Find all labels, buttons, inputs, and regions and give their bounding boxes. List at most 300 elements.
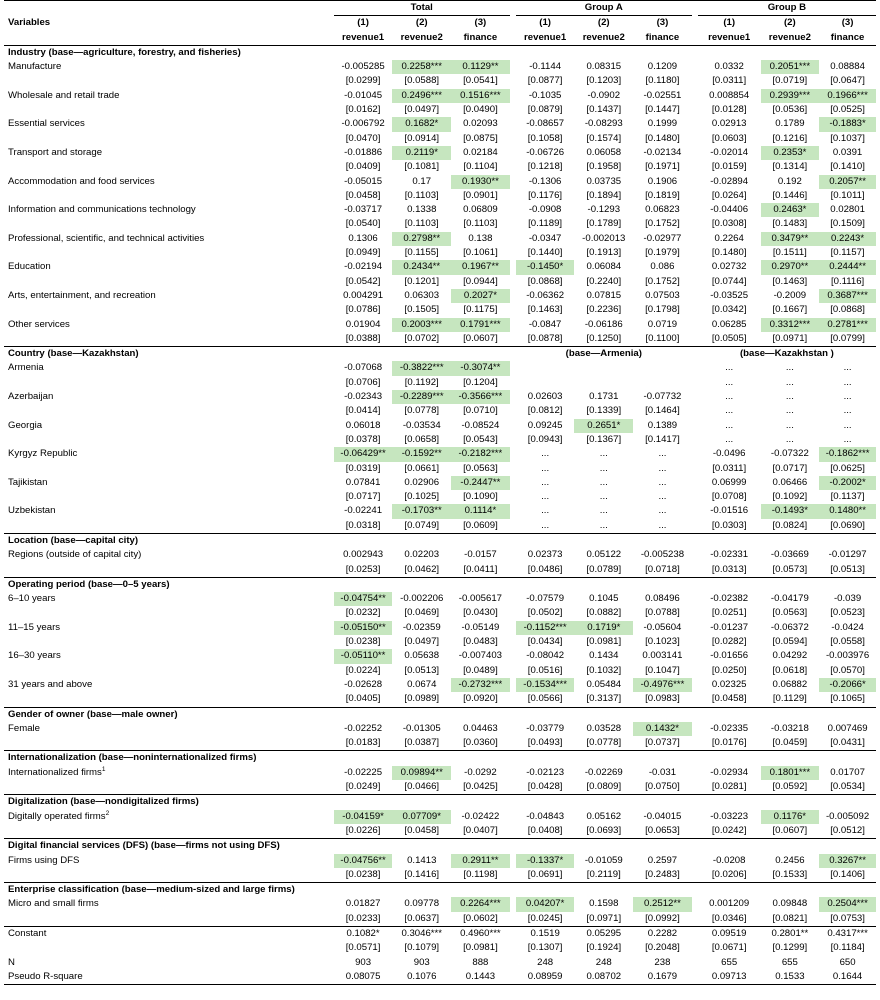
standard-error-cell: [0.0425] (463, 781, 498, 793)
coefficient-row (4, 810, 876, 824)
standard-error-cell: ... (785, 405, 794, 417)
coefficient-cell: 0.04292 (772, 650, 808, 662)
coefficient-cell: -0.1592** (392, 447, 451, 461)
standard-error-cell: [0.0299] (345, 75, 381, 87)
coefficient-cell: ... (541, 476, 550, 488)
coefficient-cell: 0.05162 (586, 810, 622, 822)
coefficient-row (4, 447, 876, 461)
standard-error-cell: [0.0989] (404, 693, 440, 705)
coefficient-cell: -0.1337* (516, 854, 575, 868)
row-label-empty (4, 912, 334, 927)
standard-error-cell (633, 376, 692, 390)
standard-error-cell: [0.0238] (345, 868, 381, 880)
coefficient-cell: -0.1703** (392, 504, 451, 518)
coefficient-cell: -0.04179 (770, 593, 809, 605)
variable-label (4, 956, 334, 970)
regression-table (4, 0, 876, 985)
standard-error-cell: [0.1533] (772, 868, 808, 880)
standard-error-cell: [0.1103] (463, 218, 498, 230)
variable-label (4, 361, 334, 375)
standard-error-cell: [0.0944] (463, 275, 498, 287)
coefficient-cell: 0.01904 (345, 318, 381, 330)
coefficient-cell: 0.1966*** (819, 89, 876, 103)
standard-error-cell: [0.0513] (830, 563, 865, 575)
coefficient-cell: 0.07709* (392, 810, 451, 824)
column-name: finance (633, 31, 692, 46)
standard-error-cell: [0.0493] (527, 737, 563, 749)
coefficient-cell (516, 361, 575, 375)
coefficient-cell: 0.2512** (633, 897, 692, 911)
coefficient-cell: -0.03717 (344, 204, 383, 216)
section-header-row (4, 533, 876, 548)
variable-label (4, 117, 334, 131)
standard-error-cell: [0.0159] (711, 161, 747, 173)
standard-error-cell: [0.0513] (404, 664, 440, 676)
coefficient-cell: 0.0719 (647, 318, 678, 330)
coefficient-cell: -0.006792 (341, 118, 385, 130)
standard-error-cell: [0.0388] (345, 332, 381, 344)
standard-error-cell: [0.1037] (830, 132, 865, 144)
standard-error-cell: [0.0653] (645, 824, 680, 836)
standard-error-row (4, 824, 876, 839)
standard-error-cell: [0.1971] (645, 161, 680, 173)
coefficient-cell: 0.06882 (772, 678, 808, 690)
variable-label (4, 897, 334, 911)
coefficient-cell: 0.07503 (645, 289, 680, 301)
coefficient-cell: 0.03735 (586, 175, 622, 187)
standard-error-cell: [0.0233] (345, 912, 381, 924)
standard-error-cell: [0.0566] (527, 693, 563, 705)
section-title: Digital financial services (DFS) (base—firms not using DFS) (4, 839, 876, 854)
coefficient-cell: -0.02628 (344, 678, 383, 690)
coefficient-cell: 0.1338 (407, 204, 437, 216)
coefficient-cell: ... (843, 419, 852, 431)
variable-label-text: Georgia (8, 419, 43, 431)
coefficient-cell: -0.01516 (710, 505, 749, 517)
standard-error-cell: [0.1061] (463, 247, 498, 259)
standard-error-cell: [0.1339] (586, 405, 622, 417)
standard-error-cell: [0.1116] (830, 275, 865, 287)
coefficient-cell: -0.1306 (528, 175, 562, 187)
coefficient-cell: 655 (721, 956, 738, 968)
standard-error-cell: [0.0249] (345, 781, 381, 793)
coefficient-row (4, 89, 876, 103)
standard-error-cell: ... (599, 491, 608, 503)
standard-error-cell: ... (843, 405, 852, 417)
standard-error-row (4, 74, 876, 88)
coefficient-cell: 0.2463* (761, 203, 820, 217)
coefficient-cell: -0.01237 (710, 621, 749, 633)
standard-error-cell: ... (843, 376, 852, 388)
coefficient-cell: 0.1209 (647, 61, 678, 73)
variable-label (4, 175, 334, 189)
standard-error-cell: [0.0483] (463, 636, 498, 648)
standard-error-cell: [0.1250] (586, 332, 622, 344)
standard-error-cell: [0.0786] (345, 304, 381, 316)
standard-error-cell: [0.1958] (586, 161, 622, 173)
standard-error-row (4, 941, 876, 955)
standard-error-cell: [0.1307] (527, 942, 563, 954)
standard-error-cell: [0.0313] (711, 563, 747, 575)
section-header-row (4, 839, 876, 854)
coefficient-cell: ... (599, 448, 608, 460)
variables-header: Variables (4, 1, 334, 46)
standard-error-cell: [0.0462] (404, 563, 440, 575)
standard-error-cell: [0.1216] (772, 132, 808, 144)
standard-error-cell: [0.0523] (830, 607, 865, 619)
coefficient-cell: -0.005617 (458, 593, 503, 605)
coefficient-row (4, 956, 876, 970)
coefficient-row (4, 175, 876, 189)
coefficient-cell: 0.1644 (819, 970, 876, 985)
section-title: Digitalization (base—nondigitalized firms) (4, 795, 876, 810)
standard-error-cell: [0.0658] (404, 433, 440, 445)
standard-error-cell: [0.1894] (586, 189, 622, 201)
coefficient-row (4, 203, 876, 217)
coefficient-cell: -0.1144 (529, 61, 562, 73)
coefficient-cell: -0.07579 (526, 593, 565, 605)
standard-error-cell: [0.1511] (772, 247, 807, 259)
standard-error-cell (574, 376, 633, 390)
variable-label (4, 447, 334, 461)
coefficient-cell: 0.2781*** (819, 318, 876, 332)
standard-error-cell: [0.0607] (463, 332, 498, 344)
column-number: (3) (656, 17, 669, 29)
variable-label-text: Wholesale and retail trade (8, 89, 120, 101)
coefficient-cell: 0.1434 (589, 650, 619, 662)
coefficient-row (4, 649, 876, 663)
coefficient-cell: -0.08293 (584, 118, 623, 130)
coefficient-row (4, 260, 876, 274)
coefficient-cell: -0.0157 (464, 549, 497, 561)
standard-error-cell: [0.0702] (404, 332, 440, 344)
section-header-row (4, 751, 876, 766)
coefficient-row (4, 117, 876, 131)
coefficient-cell: ... (541, 505, 550, 517)
standard-error-cell: [0.0812] (527, 405, 563, 417)
standard-error-cell: [0.2483] (645, 868, 680, 880)
coefficient-cell: ... (785, 391, 794, 403)
coefficient-cell: 0.086 (650, 261, 675, 273)
standard-error-row (4, 912, 876, 927)
coefficient-cell: 0.1076 (392, 970, 451, 985)
column-number: (2) (415, 17, 428, 29)
coefficient-cell: -0.2066* (819, 678, 876, 692)
coefficient-cell: -0.06186 (584, 318, 623, 330)
standard-error-cell: [0.0428] (527, 781, 563, 793)
row-label-empty (4, 824, 334, 839)
standard-error-cell: [0.1463] (527, 304, 563, 316)
standard-error-cell: [0.0342] (711, 304, 747, 316)
coefficient-cell: 0.08959 (516, 970, 575, 985)
coefficient-cell: 0.07815 (586, 289, 622, 301)
standard-error-cell: [0.0603] (711, 132, 747, 144)
standard-error-cell: [0.0540] (345, 218, 381, 230)
row-label-empty (4, 246, 334, 260)
coefficient-cell: 0.08315 (586, 61, 622, 73)
coefficient-cell: -0.02551 (643, 89, 682, 101)
coefficient-cell: 0.05122 (586, 549, 622, 561)
row-label-empty (4, 519, 334, 534)
coefficient-cell: -0.002013 (582, 232, 626, 244)
section-title: Gender of owner (base—male owner) (4, 707, 876, 722)
row-label-empty (4, 433, 334, 447)
coefficient-cell: 0.02373 (527, 549, 563, 561)
coefficient-cell: -0.02382 (710, 593, 749, 605)
standard-error-cell: [0.0318] (345, 519, 381, 531)
standard-error-cell: [0.0242] (711, 824, 747, 836)
coefficient-cell: -0.005285 (341, 61, 385, 73)
row-label-empty (4, 868, 334, 883)
coefficient-cell: 0.1682* (392, 117, 451, 131)
variable-label (4, 592, 334, 606)
coefficient-cell: 0.02603 (527, 391, 563, 403)
coefficient-cell: -0.02134 (643, 146, 682, 158)
coefficient-cell: 0.2801** (761, 927, 820, 942)
standard-error-cell: [0.0516] (527, 664, 563, 676)
section-title: Location (base—capital city) (4, 533, 876, 548)
coefficient-cell: 0.1967** (451, 260, 510, 274)
group-a-base-note: (base—Armenia) (516, 347, 692, 362)
coefficient-cell: -0.08042 (526, 650, 565, 662)
standard-error-cell: [0.0592] (772, 781, 808, 793)
standard-error-cell: [0.1410] (830, 161, 865, 173)
row-label-empty (4, 160, 334, 174)
coefficient-cell: 0.05638 (404, 650, 440, 662)
standard-error-cell: [0.1103] (404, 189, 439, 201)
standard-error-cell: [0.1032] (586, 664, 622, 676)
standard-error-cell: [0.0407] (463, 824, 498, 836)
coefficient-row (4, 854, 876, 868)
standard-error-cell: [0.1079] (404, 942, 440, 954)
row-label-empty (4, 692, 334, 707)
standard-error-cell: [0.1176] (528, 189, 563, 201)
standard-error-cell: [0.1155] (404, 247, 439, 259)
coefficient-cell: -0.04843 (526, 810, 565, 822)
standard-error-cell: [0.2236] (586, 304, 622, 316)
row-label-empty (4, 606, 334, 620)
standard-error-cell: [0.1058] (527, 132, 563, 144)
coefficient-cell: -0.1883* (819, 117, 876, 131)
coefficient-cell: ... (725, 391, 734, 403)
column-name: finance (451, 31, 510, 46)
coefficient-cell: ... (541, 448, 550, 460)
coefficient-cell: 0.2243* (819, 232, 876, 246)
standard-error-row (4, 332, 876, 347)
coefficient-cell: -0.06362 (526, 289, 565, 301)
coefficient-cell: -0.0208 (712, 854, 746, 866)
coefficient-cell: -0.4976*** (633, 678, 692, 692)
standard-error-cell: [0.1104] (463, 161, 498, 173)
standard-error-cell: [0.0789] (586, 563, 622, 575)
variable-label-text: Other services (8, 318, 70, 330)
standard-error-cell: [0.0877] (527, 75, 563, 87)
standard-error-cell: ... (785, 433, 794, 445)
standard-error-cell: [0.0434] (527, 636, 563, 648)
standard-error-cell: [0.1314] (772, 161, 808, 173)
standard-error-cell: [0.0459] (772, 737, 808, 749)
standard-error-cell: [0.0570] (830, 664, 865, 676)
column-number: (3) (841, 17, 854, 29)
coefficient-cell: -0.0292 (464, 766, 497, 778)
variable-label-text: Accommodation and food services (8, 175, 155, 187)
coefficient-cell: 0.002943 (343, 549, 384, 561)
standard-error-cell: [0.0971] (586, 912, 622, 924)
coefficient-cell: -0.01297 (828, 549, 867, 561)
coefficient-row (4, 361, 876, 375)
variable-label-text: 11–15 years (8, 621, 61, 633)
standard-error-cell: [0.1406] (830, 868, 865, 880)
coefficient-cell: -0.07732 (643, 391, 682, 403)
standard-error-cell: [0.1483] (772, 218, 808, 230)
standard-error-cell: [0.0245] (527, 912, 563, 924)
coefficient-cell: 0.06823 (645, 204, 680, 216)
standard-error-cell: [0.1819] (645, 189, 680, 201)
coefficient-cell: 0.2970** (761, 260, 820, 274)
standard-error-cell: [0.1100] (645, 332, 680, 344)
standard-error-cell: [0.0571] (345, 942, 381, 954)
standard-error-cell: [0.0497] (404, 104, 440, 116)
standard-error-cell: [0.0303] (711, 519, 747, 531)
coefficient-cell: 0.1598 (589, 898, 619, 910)
variable-label-text: Education (8, 261, 51, 273)
coefficient-row (4, 548, 876, 562)
standard-error-cell: [0.1480] (645, 132, 680, 144)
standard-error-cell: [0.0588] (404, 75, 440, 87)
standard-error-cell: [0.1913] (586, 247, 622, 259)
standard-error-cell: [0.0308] (711, 218, 747, 230)
standard-error-cell: [0.0981] (586, 636, 622, 648)
standard-error-row (4, 490, 876, 504)
coefficient-cell: -0.06726 (526, 146, 565, 158)
standard-error-cell: [0.0128] (711, 104, 747, 116)
standard-error-cell: [0.1446] (772, 189, 808, 201)
coefficient-cell: 0.1176* (761, 810, 820, 824)
coefficient-cell: 0.1432* (633, 722, 692, 736)
variable-label (4, 548, 334, 562)
group-b-base-note: (base—Kazakhstan ) (698, 347, 876, 362)
coefficient-cell: 0.02093 (463, 118, 498, 130)
standard-error-cell: [0.0250] (711, 664, 747, 676)
coefficient-cell: 0.2003*** (392, 318, 451, 332)
standard-error-row (4, 433, 876, 447)
standard-error-cell: [0.0458] (345, 189, 381, 201)
standard-error-cell: [0.0387] (404, 737, 440, 749)
coefficient-cell: 0.09519 (698, 927, 761, 942)
coefficient-cell: 0.2798** (392, 232, 451, 246)
standard-error-cell: [0.0414] (345, 405, 381, 417)
column-name: revenue1 (698, 31, 761, 46)
standard-error-cell: [0.0618] (772, 664, 808, 676)
standard-error-cell: [0.0563] (463, 462, 498, 474)
standard-error-row (4, 692, 876, 707)
standard-error-cell: [0.2240] (586, 275, 622, 287)
variable-label-text: N (8, 956, 15, 968)
standard-error-cell: [0.0534] (830, 781, 865, 793)
coefficient-cell: -0.08657 (526, 118, 565, 130)
column-name: revenue1 (334, 31, 393, 46)
standard-error-cell: [0.1175] (463, 304, 498, 316)
coefficient-cell: -0.02194 (344, 261, 383, 273)
standard-error-cell: [0.2119] (586, 868, 621, 880)
standard-error-row (4, 664, 876, 678)
variable-label-text: Firms using DFS (8, 854, 80, 866)
coefficient-cell: -0.2289*** (392, 390, 451, 404)
coefficient-cell: 0.1930** (451, 175, 510, 189)
coefficient-cell: -0.01059 (584, 854, 623, 866)
section-title: Industry (base—agriculture, forestry, and fisheries) (4, 45, 876, 60)
standard-error-cell: [0.1505] (404, 304, 440, 316)
standard-error-cell: [0.0809] (586, 781, 622, 793)
standard-error-row (4, 736, 876, 751)
table-body (4, 45, 876, 984)
coefficient-cell: -0.05110** (334, 649, 393, 663)
standard-error-cell: [0.0971] (772, 332, 808, 344)
standard-error-cell: ... (658, 462, 667, 474)
coefficient-cell: -0.05149 (461, 621, 500, 633)
coefficient-cell: -0.07322 (770, 448, 809, 460)
coefficient-row (4, 621, 876, 635)
standard-error-cell: [0.1103] (404, 218, 439, 230)
coefficient-cell: 0.1516*** (451, 89, 510, 103)
standard-error-cell: [0.0691] (527, 868, 563, 880)
coefficient-cell: 655 (781, 956, 798, 968)
standard-error-cell: [0.0408] (527, 824, 563, 836)
coefficient-row (4, 504, 876, 518)
section-header-row (4, 45, 876, 60)
coefficient-cell: 0.06058 (586, 146, 622, 158)
coefficient-cell: -0.01045 (344, 89, 383, 101)
standard-error-cell: [0.0718] (645, 563, 680, 575)
coefficient-row (4, 289, 876, 303)
coefficient-cell: -0.2447** (451, 476, 510, 490)
variable-label-text: Digitally operated firms (8, 810, 106, 822)
variable-label (4, 649, 334, 663)
row-label-empty (4, 635, 334, 649)
standard-error-cell: [0.0466] (404, 781, 440, 793)
coefficient-cell: 0.05295 (574, 927, 633, 942)
coefficient-cell: 0.3046*** (392, 927, 451, 942)
coefficient-cell: 0.09713 (698, 970, 761, 985)
standard-error-cell: [0.1440] (527, 247, 563, 259)
row-label-empty (4, 303, 334, 317)
standard-error-cell: ... (658, 519, 667, 531)
regression-table-container (4, 0, 876, 985)
coefficient-cell: 248 (595, 956, 612, 968)
standard-error-cell: [0.0253] (345, 563, 381, 575)
standard-error-cell: ... (599, 519, 608, 531)
coefficient-row (4, 146, 876, 160)
coefficient-row (4, 390, 876, 404)
standard-error-row (4, 303, 876, 317)
standard-error-cell: [0.1184] (830, 942, 865, 954)
row-label-empty (4, 189, 334, 203)
variable-label (4, 289, 334, 303)
standard-error-cell: [0.0512] (830, 824, 865, 836)
standard-error-cell: ... (658, 491, 667, 503)
standard-error-cell: [0.1367] (586, 433, 622, 445)
standard-error-cell: ... (785, 376, 794, 388)
coefficient-cell: -0.02331 (710, 549, 749, 561)
standard-error-cell: [0.0541] (463, 75, 498, 87)
coefficient-cell: -0.1493* (761, 504, 820, 518)
standard-error-cell: [0.0868] (830, 304, 865, 316)
coefficient-cell: -0.03525 (710, 289, 749, 301)
standard-error-cell: [0.0717] (772, 462, 808, 474)
coefficient-cell: 0.004291 (343, 289, 384, 301)
coefficient-cell: 0.1389 (647, 419, 678, 431)
column-name: revenue2 (761, 31, 820, 46)
